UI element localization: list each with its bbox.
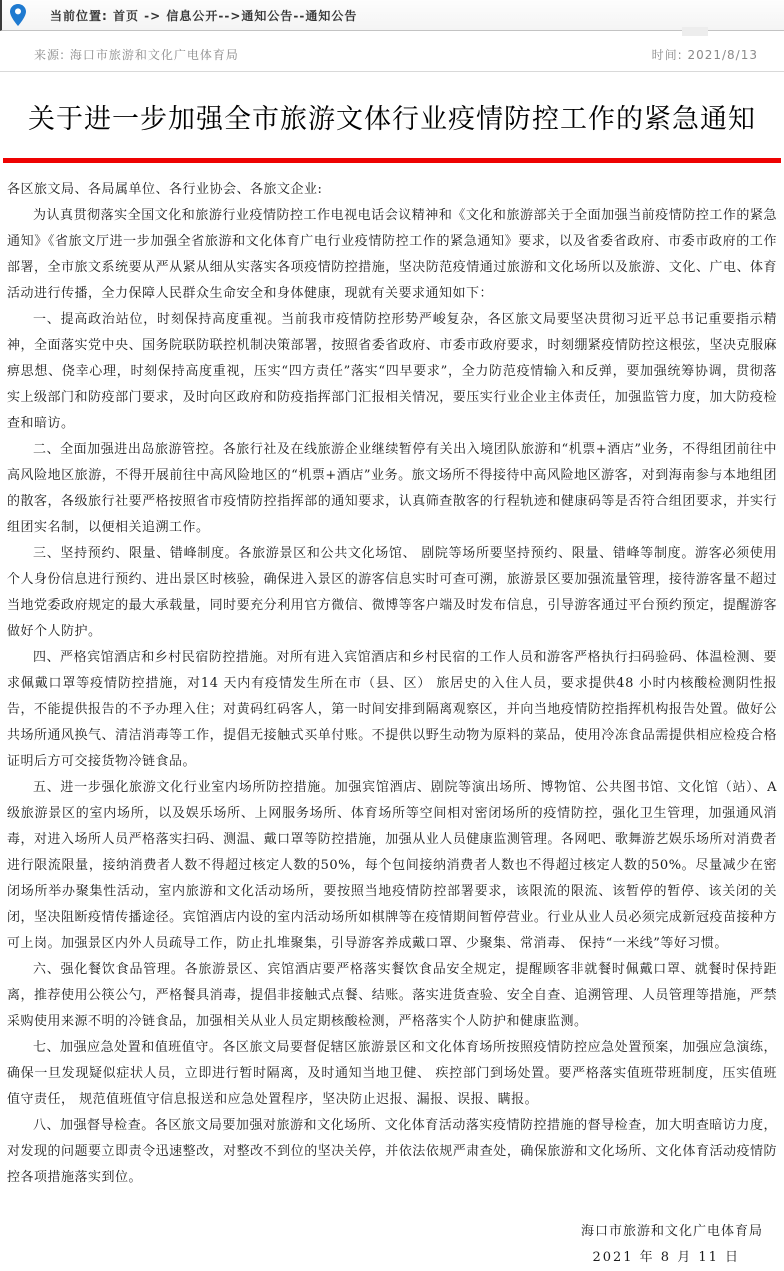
- signature-block: [7, 1219, 777, 1271]
- paragraph-intro: 为认真贯彻落实全国文化和旅游行业疫情防控工作电视电话会议精神和《文化和旅游部关于全面加强当前疫情防控工作的紧急通知》《省旅文厅进一步加强全省旅游和文化体育广电行业疫情防控工作的紧急通知》要求，以及省委省政府、市委市政府的工作部署，全市旅文系统要从严从紧从细从实落实各项疫情防控措施，坚决防范疫情通过旅游和文化场所以及旅游、文化、广电、体育活动进行传播，全力保障人民群众生命安全和身体健康，现就有关要求通知如下：: [7, 208, 777, 301]
- breadcrumb[interactable]: 当前位置: 首页 -> 信息公开-->通知公告--通知公告: [50, 8, 358, 23]
- paragraph-item-7: 七、加强应急处置和值班值守。各区旅文局要督促辖区旅游景区和文化体育场所按照疫情防控应急处置预案，加强应急演练，确保一旦发现疑似症状人员，立即进行暂时隔离，及时通知当地卫健、 疾控部门到场处置。要严格落实值班带班制度，压实值班值守责任， 规范值班值守信息报送和应急处置程序，坚决防止迟报、漏报、误报、瞒报。: [7, 1040, 777, 1107]
- breadcrumb-bar: [0, 0, 784, 31]
- article-source: 来源: 海口市旅游和文化广电体育局: [34, 48, 239, 62]
- paragraph-item-5: 五、进一步强化旅游文化行业室内场所防控措施。加强宾馆酒店、剧院等演出场所、博物馆、公共图书馆、文化馆（站）、A 级旅游景区的室内场所，以及娱乐场所、上网服务场所、体育场所等空间相对密闭场所的疫情防控，强化卫生管理，加强通风消毒，对进入场所人员严格落实扫码、测温、戴口罩等防控措施，加强从业人员健康监测管理。各网吧、歌舞游艺娱乐场所对消费者进行限流限量，接纳消费者人数不得超过核定人数的50%，每个包间接纳消费者人数也不得超过核定人数的50%。尽量减少在密闭场所举办聚集性活动，室内旅游和文化活动场所，要按照当地疫情防控部署要求，该限流的限流、该暂停的暂停、该关闭的关闭，坚决阻断疫情传播途径。宾馆酒店内设的室内活动场所如棋牌等在疫情期间暂停营业。行业从业人员必须完成新冠疫苗接种方可上岗。加强景区内外人员疏导工作，防止扎堆聚集，引导游客养成戴口罩、少聚集、常消毒、 保持“一米线”等好习惯。: [7, 780, 777, 951]
- scroll-corner-patch: [682, 27, 708, 36]
- salutation: 各区旅文局、各局属单位、各行业协会、各旅文企业:: [7, 182, 323, 197]
- article-meta-row: [0, 31, 784, 72]
- paragraph-item-2: 二、全面加强进出岛旅游管控。各旅行社及在线旅游企业继续暂停有关出入境团队旅游和“机票+酒店”业务，不得组团前往中高风险地区旅游，不得开展前往中高风险地区的“机票+酒店”业务。旅文场所不得接待中高风险地区游客，对到海南参与本地组团的散客，各级旅行社要严格按照省市疫情防控指挥部的通知要求，认真筛查散客的行程轨迹和健康码等是否符合组团要求，并实行组团实名制，以便相关追溯工作。: [7, 442, 777, 535]
- article-body: [0, 163, 784, 1271]
- signature-org: 海口市旅游和文化广电体育局: [580, 1224, 763, 1239]
- signature-date: 2021 年 8 月 11 日: [592, 1250, 740, 1265]
- title-block: [0, 72, 784, 158]
- paragraph-item-6: 六、强化餐饮食品管理。各旅游景区、宾馆酒店要严格落实餐饮食品安全规定，提醒顾客非就餐时佩戴口罩、就餐时保持距离，推荐使用公筷公勺，严格餐具消毒，提倡非接触式点餐、结账。落实进货查验、安全自查、追溯管理、人员管理等措施，严禁采购使用来源不明的冷链食品，加强相关从业人员定期核酸检测，严格落实个人防护和健康监测。: [7, 962, 777, 1029]
- article-time: 时间: 2021/8/13: [651, 48, 758, 62]
- paragraph-item-1: 一、提高政治站位，时刻保持高度重视。当前我市疫情防控形势严峻复杂，各区旅文局要坚决贯彻习近平总书记重要指示精神，全面落实党中央、国务院联防联控机制决策部署，按照省委省政府、市委市政府要求，时刻绷紧疫情防控这根弦，坚决克服麻痹思想、侥幸心理，时刻保持高度重视，压实“四方责任”落实“四早要求”，全力防范疫情输入和反弹，要加强统筹协调，贯彻落实上级部门和防疫部门要求，及时向区政府和防疫指挥部门汇报相关情况，要压实行业企业主体责任，加强监管力度，加大防疫检查和暗访。: [7, 312, 777, 431]
- location-pin-icon: [10, 4, 26, 26]
- paragraph-item-3: 三、坚持预约、限量、错峰制度。各旅游景区和公共文化场馆、 剧院等场所要坚持预约、限量、错峰等制度。游客必须使用个人身份信息进行预约、进出景区时核验，确保进入景区的游客信息实时可查可溯，旅游景区要加强流量管理，接待游客量不超过当地党委政府规定的最大承载量，同时要充分利用官方微信、微博等客户端及时发布信息，引导游客通过平台预约预定，提醒游客做好个人防护。: [7, 546, 777, 639]
- paragraph-item-4: 四、严格宾馆酒店和乡村民宿防控措施。对所有进入宾馆酒店和乡村民宿的工作人员和游客严格执行扫码验码、体温检测、要求佩戴口罩等疫情防控措施，对14 天内有疫情发生所在市（县、区） 旅居史的入住人员，要求提供48 小时内核酸检测阴性报告，不能提供报告的不予办理入住；对黄码红码客人，第一时间安排到隔离观察区，并向当地疫情防控指挥机构报告处置。做好公共场所通风换气、清洁消毒等工作，提倡无接触式买单付账。不提供以野生动物为原料的菜品，使用冷冻食品需提供相应检疫合格证明后方可交接货物冷链食品。: [7, 650, 777, 769]
- paragraph-item-8: 八、加强督导检查。各区旅文局要加强对旅游和文化场所、文化体育活动落实疫情防控措施的督导检查，加大明查暗访力度，对发现的问题要立即责令迅速整改，对整改不到位的坚决关停，并依法依规严肃查处，确保旅游和文化场所、文化体育活动疫情防控各项措施落实到位。: [7, 1118, 777, 1185]
- page-title: 关于进一步加强全市旅游文体行业疫情防控工作的紧急通知: [28, 104, 756, 135]
